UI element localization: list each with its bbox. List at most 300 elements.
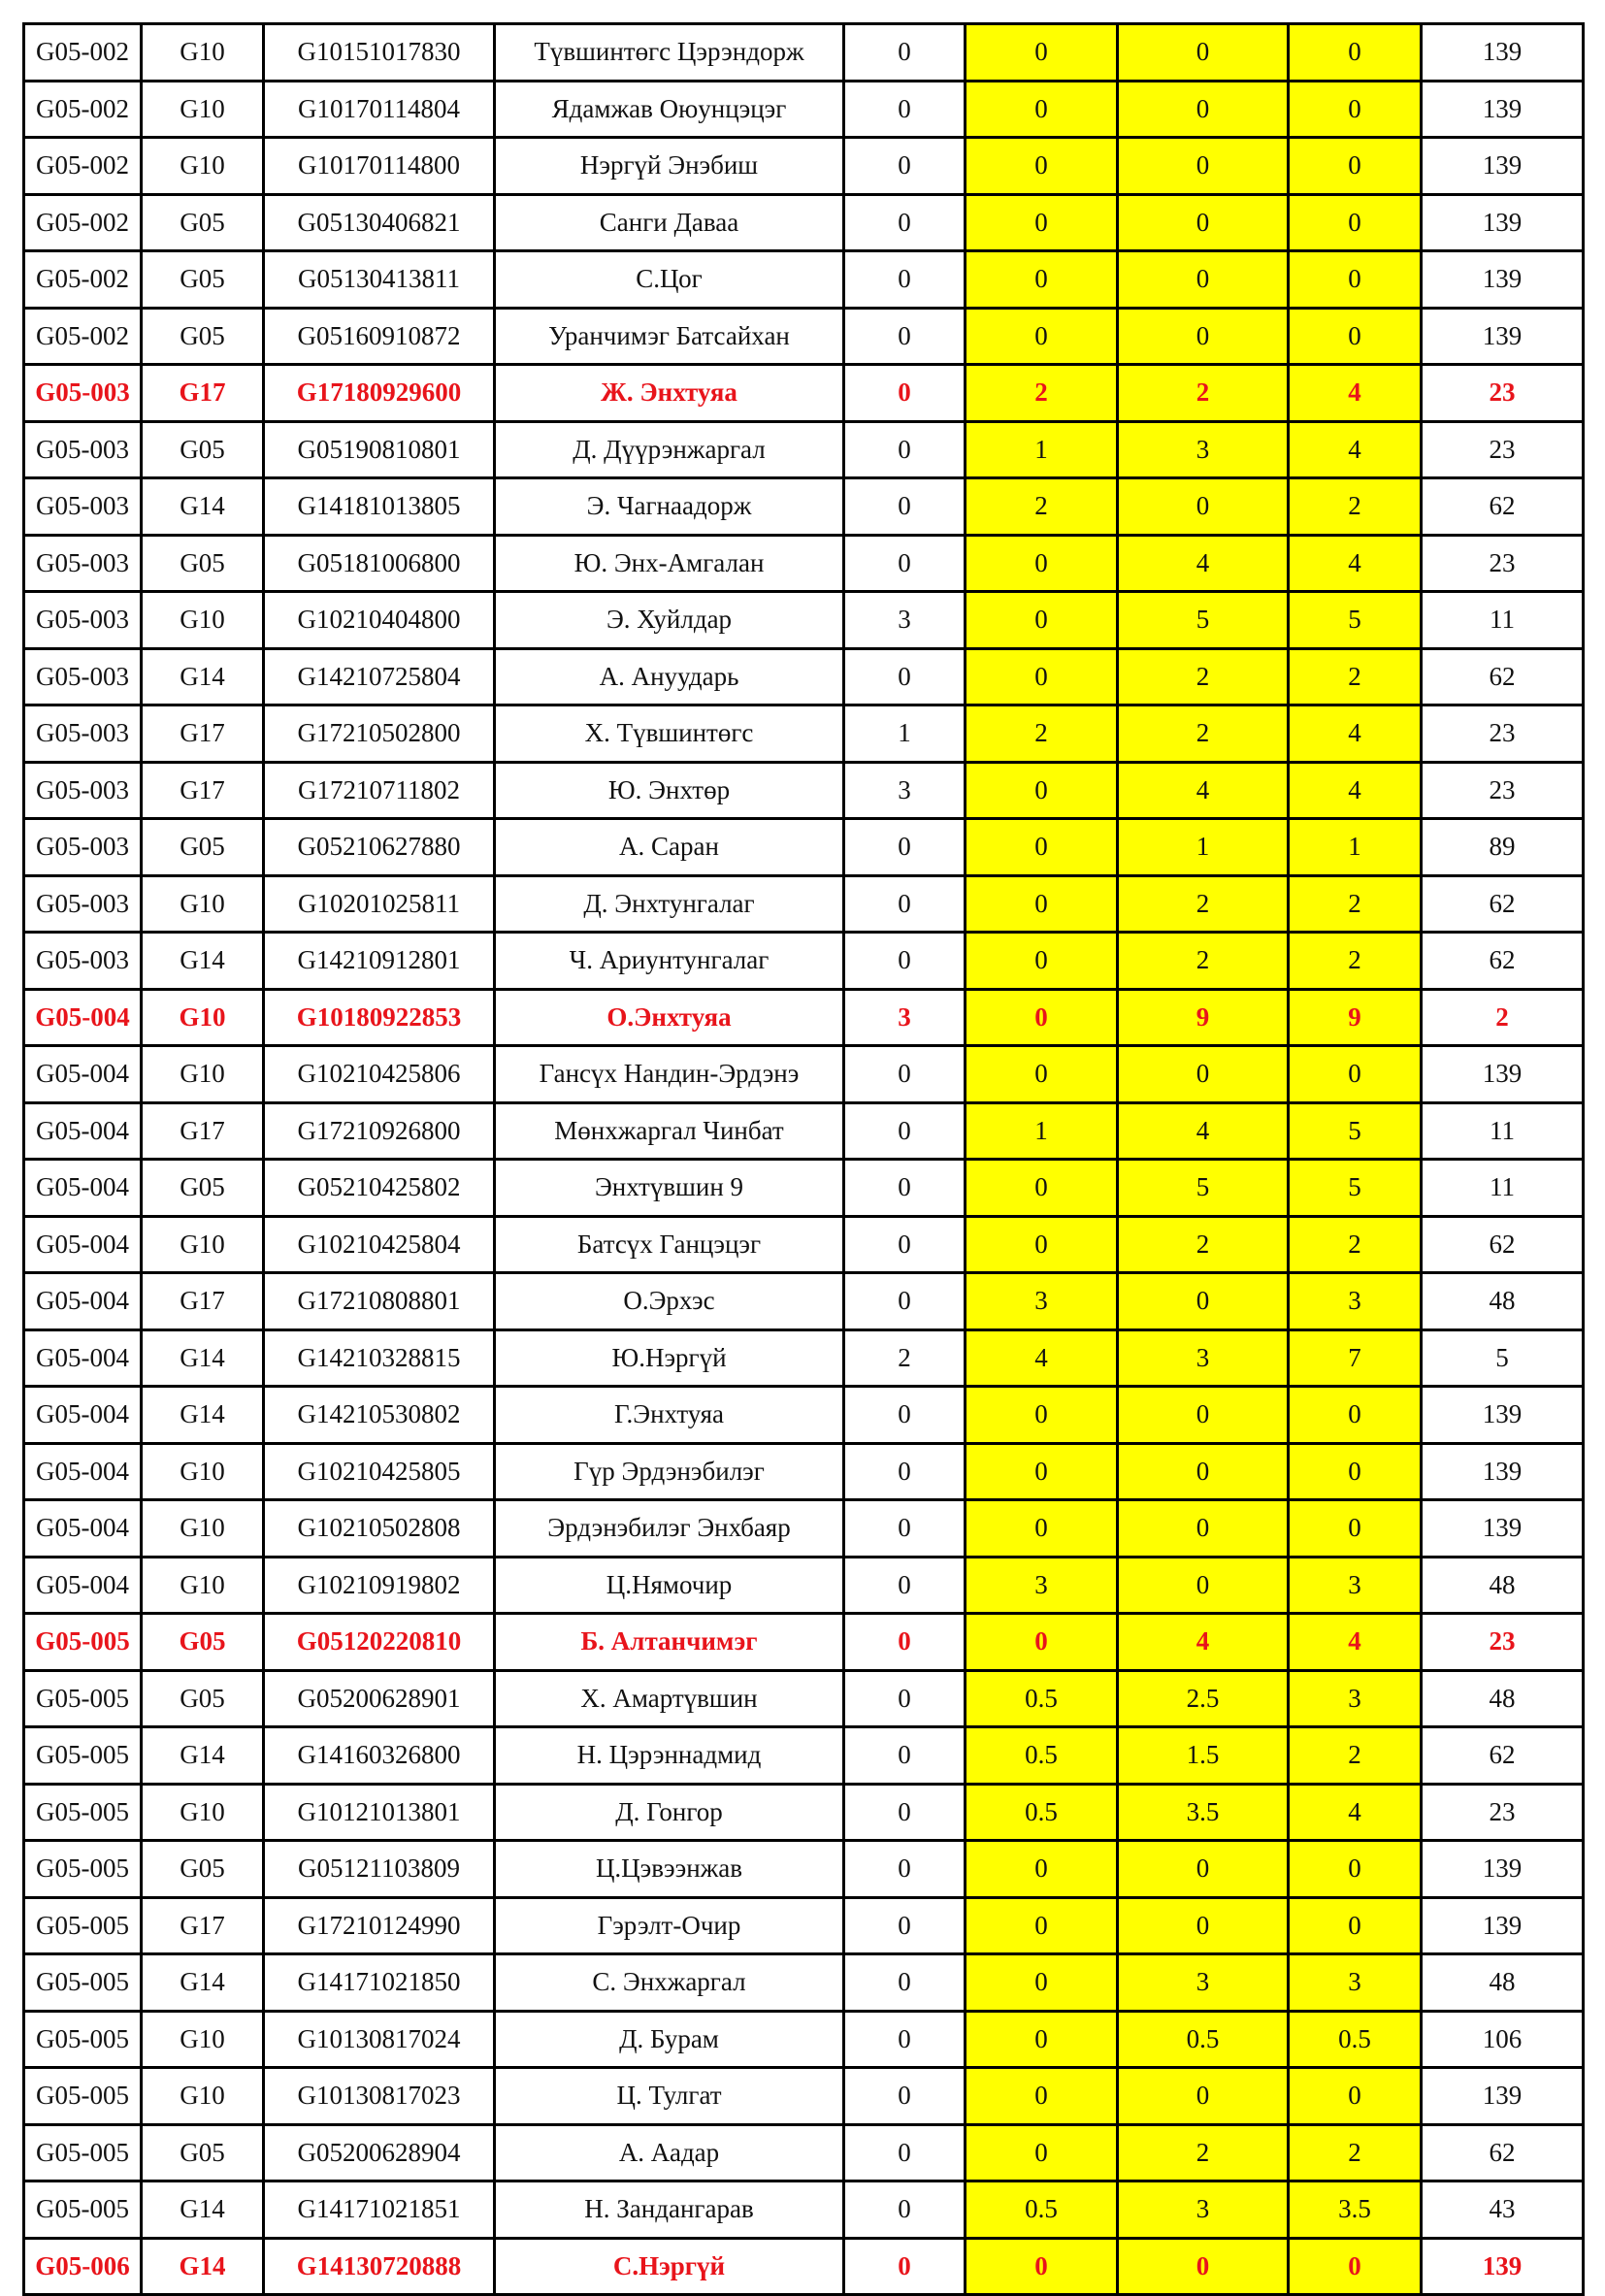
- score-b-cell: 0: [966, 24, 1118, 82]
- score-b-cell: 0: [966, 989, 1118, 1046]
- region-code-cell: G05: [142, 421, 264, 478]
- score-a-cell: 0: [844, 1046, 966, 1103]
- rank-cell: 48: [1422, 1273, 1584, 1330]
- member-name-cell: О.Энхтуяа: [495, 989, 844, 1046]
- rank-cell: 139: [1422, 1897, 1584, 1954]
- rank-cell: 48: [1422, 1954, 1584, 2012]
- score-total-cell: 4: [1289, 705, 1422, 763]
- member-id-cell: G05181006800: [264, 535, 495, 592]
- table-row: [24, 2181, 1584, 2239]
- score-b-cell: 0: [966, 2238, 1118, 2295]
- score-total-cell: 0: [1289, 1046, 1422, 1103]
- rank-cell: 23: [1422, 365, 1584, 422]
- member-id-cell: G05130413811: [264, 251, 495, 309]
- group-code-cell: G05-003: [24, 592, 142, 649]
- rank-cell: 11: [1422, 592, 1584, 649]
- member-name-cell: Э. Хуйлдар: [495, 592, 844, 649]
- group-code-cell: G05-004: [24, 1557, 142, 1614]
- score-c-cell: 3: [1118, 421, 1289, 478]
- table-row: [24, 705, 1584, 763]
- score-b-cell: 0: [966, 762, 1118, 819]
- member-name-cell: Д. Дүүрэнжаргал: [495, 421, 844, 478]
- member-name-cell: С.Цог: [495, 251, 844, 309]
- score-b-cell: 1: [966, 421, 1118, 478]
- table-row-leader: [24, 989, 1584, 1046]
- rank-cell: 139: [1422, 1387, 1584, 1444]
- group-code-cell: G05-003: [24, 933, 142, 990]
- score-b-cell: 0: [966, 592, 1118, 649]
- member-id-cell: G05210627880: [264, 819, 495, 876]
- table-row: [24, 2124, 1584, 2181]
- group-code-cell: G05-005: [24, 1727, 142, 1785]
- member-id-cell: G05200628904: [264, 2124, 495, 2181]
- group-code-cell: G05-004: [24, 1500, 142, 1558]
- region-code-cell: G14: [142, 2238, 264, 2295]
- score-b-cell: 3: [966, 1557, 1118, 1614]
- region-code-cell: G14: [142, 1329, 264, 1387]
- score-total-cell: 0: [1289, 2238, 1422, 2295]
- score-c-cell: 0: [1118, 1841, 1289, 1898]
- table-row: [24, 1046, 1584, 1103]
- group-code-cell: G05-002: [24, 194, 142, 251]
- member-id-cell: G10170114800: [264, 138, 495, 195]
- member-id-cell: G10210425805: [264, 1443, 495, 1500]
- member-name-cell: Мөнхжаргал Чинбат: [495, 1102, 844, 1160]
- member-id-cell: G05190810801: [264, 421, 495, 478]
- score-c-cell: 1.5: [1118, 1727, 1289, 1785]
- table-row: [24, 648, 1584, 705]
- score-b-cell: 2: [966, 365, 1118, 422]
- score-a-cell: 0: [844, 1273, 966, 1330]
- member-id-cell: G14210725804: [264, 648, 495, 705]
- group-code-cell: G05-002: [24, 251, 142, 309]
- region-code-cell: G05: [142, 1670, 264, 1727]
- score-b-cell: 0: [966, 194, 1118, 251]
- member-id-cell: G10210502808: [264, 1500, 495, 1558]
- score-b-cell: 0: [966, 1160, 1118, 1217]
- score-b-cell: 0: [966, 2124, 1118, 2181]
- region-code-cell: G05: [142, 1614, 264, 1671]
- member-name-cell: О.Эрхэс: [495, 1273, 844, 1330]
- rank-cell: 139: [1422, 138, 1584, 195]
- region-code-cell: G05: [142, 1160, 264, 1217]
- rank-cell: 43: [1422, 2181, 1584, 2239]
- score-a-cell: 0: [844, 535, 966, 592]
- member-id-cell: G17210808801: [264, 1273, 495, 1330]
- group-code-cell: G05-005: [24, 1670, 142, 1727]
- score-total-cell: 0: [1289, 1387, 1422, 1444]
- member-id-cell: G14171021851: [264, 2181, 495, 2239]
- member-id-cell: G10210404800: [264, 592, 495, 649]
- member-id-cell: G10130817024: [264, 2011, 495, 2068]
- score-a-cell: 3: [844, 592, 966, 649]
- score-a-cell: 0: [844, 2238, 966, 2295]
- score-total-cell: 1: [1289, 819, 1422, 876]
- score-b-cell: 0: [966, 308, 1118, 365]
- score-b-cell: 0: [966, 1897, 1118, 1954]
- score-c-cell: 0: [1118, 308, 1289, 365]
- member-name-cell: Д. Гонгор: [495, 1784, 844, 1841]
- group-code-cell: G05-003: [24, 875, 142, 933]
- score-a-cell: 0: [844, 365, 966, 422]
- member-id-cell: G17210711802: [264, 762, 495, 819]
- member-name-cell: Түвшинтөгс Цэрэндорж: [495, 24, 844, 82]
- member-name-cell: Б. Алтанчимэг: [495, 1614, 844, 1671]
- score-a-cell: 0: [844, 648, 966, 705]
- group-code-cell: G05-004: [24, 1387, 142, 1444]
- score-c-cell: 2: [1118, 648, 1289, 705]
- score-total-cell: 4: [1289, 1784, 1422, 1841]
- score-a-cell: 0: [844, 1557, 966, 1614]
- score-total-cell: 3: [1289, 1954, 1422, 2012]
- score-b-cell: 0: [966, 81, 1118, 138]
- member-name-cell: Гансүх Нандин-Эрдэнэ: [495, 1046, 844, 1103]
- region-code-cell: G14: [142, 1954, 264, 2012]
- score-a-cell: 0: [844, 2068, 966, 2125]
- score-total-cell: 2: [1289, 933, 1422, 990]
- score-c-cell: 0.5: [1118, 2011, 1289, 2068]
- region-code-cell: G05: [142, 194, 264, 251]
- score-b-cell: 0: [966, 1841, 1118, 1898]
- group-code-cell: G05-005: [24, 2124, 142, 2181]
- score-b-cell: 1: [966, 1102, 1118, 1160]
- score-a-cell: 0: [844, 478, 966, 536]
- region-code-cell: G14: [142, 2181, 264, 2239]
- region-code-cell: G14: [142, 933, 264, 990]
- group-code-cell: G05-003: [24, 819, 142, 876]
- region-code-cell: G14: [142, 1387, 264, 1444]
- score-b-cell: 0: [966, 2068, 1118, 2125]
- score-c-cell: 3: [1118, 1954, 1289, 2012]
- score-c-cell: 0: [1118, 2238, 1289, 2295]
- group-code-cell: G05-004: [24, 1216, 142, 1273]
- member-name-cell: Санги Даваа: [495, 194, 844, 251]
- score-c-cell: 0: [1118, 1557, 1289, 1614]
- member-id-cell: G10210425806: [264, 1046, 495, 1103]
- score-b-cell: 0: [966, 875, 1118, 933]
- group-code-cell: G05-006: [24, 2238, 142, 2295]
- region-code-cell: G10: [142, 989, 264, 1046]
- score-a-cell: 0: [844, 875, 966, 933]
- member-id-cell: G14210530802: [264, 1387, 495, 1444]
- table-row: [24, 194, 1584, 251]
- table-row: [24, 592, 1584, 649]
- member-id-cell: G10170114804: [264, 81, 495, 138]
- region-code-cell: G17: [142, 365, 264, 422]
- region-code-cell: G10: [142, 138, 264, 195]
- score-c-cell: 5: [1118, 592, 1289, 649]
- score-total-cell: 0: [1289, 194, 1422, 251]
- group-code-cell: G05-002: [24, 138, 142, 195]
- score-c-cell: 0: [1118, 194, 1289, 251]
- score-c-cell: 3: [1118, 1329, 1289, 1387]
- score-b-cell: 0: [966, 1954, 1118, 2012]
- rank-cell: 62: [1422, 648, 1584, 705]
- member-id-cell: G05120220810: [264, 1614, 495, 1671]
- rank-cell: 62: [1422, 933, 1584, 990]
- score-b-cell: 0.5: [966, 1727, 1118, 1785]
- region-code-cell: G17: [142, 1273, 264, 1330]
- member-id-cell: G05200628901: [264, 1670, 495, 1727]
- member-id-cell: G14130720888: [264, 2238, 495, 2295]
- region-code-cell: G10: [142, 81, 264, 138]
- group-code-cell: G05-004: [24, 1160, 142, 1217]
- rank-cell: 62: [1422, 1216, 1584, 1273]
- score-a-cell: 0: [844, 933, 966, 990]
- score-a-cell: 1: [844, 705, 966, 763]
- member-name-cell: Ю. Энхтөр: [495, 762, 844, 819]
- member-id-cell: G14171021850: [264, 1954, 495, 2012]
- score-b-cell: 0: [966, 2011, 1118, 2068]
- rank-cell: 139: [1422, 1500, 1584, 1558]
- member-id-cell: G17210124990: [264, 1897, 495, 1954]
- member-name-cell: С. Энхжаргал: [495, 1954, 844, 2012]
- rank-cell: 139: [1422, 194, 1584, 251]
- member-name-cell: Ж. Энхтуяа: [495, 365, 844, 422]
- score-total-cell: 0: [1289, 138, 1422, 195]
- score-c-cell: 9: [1118, 989, 1289, 1046]
- region-code-cell: G10: [142, 24, 264, 82]
- table-row: [24, 1387, 1584, 1444]
- score-c-cell: 4: [1118, 1614, 1289, 1671]
- table-row: [24, 1500, 1584, 1558]
- group-code-cell: G05-005: [24, 1784, 142, 1841]
- score-c-cell: 4: [1118, 1102, 1289, 1160]
- score-c-cell: 0: [1118, 1500, 1289, 1558]
- score-total-cell: 2: [1289, 648, 1422, 705]
- member-name-cell: Ю. Энх-Амгалан: [495, 535, 844, 592]
- member-id-cell: G10210425804: [264, 1216, 495, 1273]
- table-row: [24, 1727, 1584, 1785]
- member-id-cell: G10151017830: [264, 24, 495, 82]
- group-code-cell: G05-003: [24, 535, 142, 592]
- group-code-cell: G05-003: [24, 762, 142, 819]
- score-b-cell: 0: [966, 1500, 1118, 1558]
- score-total-cell: 7: [1289, 1329, 1422, 1387]
- member-name-cell: Х. Амартүвшин: [495, 1670, 844, 1727]
- table-row: [24, 1443, 1584, 1500]
- score-a-cell: 3: [844, 989, 966, 1046]
- member-id-cell: G17210926800: [264, 1102, 495, 1160]
- rank-cell: 139: [1422, 24, 1584, 82]
- rank-cell: 106: [1422, 2011, 1584, 2068]
- score-a-cell: 0: [844, 1897, 966, 1954]
- score-a-cell: 0: [844, 251, 966, 309]
- score-c-cell: 4: [1118, 535, 1289, 592]
- score-total-cell: 4: [1289, 365, 1422, 422]
- score-a-cell: 0: [844, 81, 966, 138]
- rank-cell: 62: [1422, 2124, 1584, 2181]
- score-a-cell: 0: [844, 1784, 966, 1841]
- group-code-cell: G05-003: [24, 705, 142, 763]
- rank-cell: 2: [1422, 989, 1584, 1046]
- table-row: [24, 1557, 1584, 1614]
- score-total-cell: 0: [1289, 1897, 1422, 1954]
- member-id-cell: G17180929600: [264, 365, 495, 422]
- member-name-cell: Ю.Нэргүй: [495, 1329, 844, 1387]
- score-a-cell: 0: [844, 1727, 966, 1785]
- group-code-cell: G05-004: [24, 1443, 142, 1500]
- score-b-cell: 0: [966, 1216, 1118, 1273]
- score-total-cell: 0: [1289, 1841, 1422, 1898]
- region-code-cell: G14: [142, 1727, 264, 1785]
- group-code-cell: G05-005: [24, 1954, 142, 2012]
- score-a-cell: 0: [844, 1102, 966, 1160]
- region-code-cell: G17: [142, 1897, 264, 1954]
- score-total-cell: 0: [1289, 251, 1422, 309]
- score-a-cell: 0: [844, 819, 966, 876]
- score-b-cell: 0: [966, 1614, 1118, 1671]
- score-b-cell: 0: [966, 535, 1118, 592]
- region-code-cell: G10: [142, 875, 264, 933]
- table-row: [24, 1784, 1584, 1841]
- region-code-cell: G05: [142, 308, 264, 365]
- region-code-cell: G17: [142, 1102, 264, 1160]
- score-c-cell: 3.5: [1118, 1784, 1289, 1841]
- score-c-cell: 2: [1118, 933, 1289, 990]
- score-a-cell: 0: [844, 1160, 966, 1217]
- group-code-cell: G05-005: [24, 2068, 142, 2125]
- group-code-cell: G05-003: [24, 421, 142, 478]
- member-id-cell: G10210919802: [264, 1557, 495, 1614]
- group-code-cell: G05-003: [24, 478, 142, 536]
- score-b-cell: 0: [966, 138, 1118, 195]
- group-code-cell: G05-004: [24, 1046, 142, 1103]
- score-total-cell: 5: [1289, 1160, 1422, 1217]
- score-b-cell: 0: [966, 251, 1118, 309]
- score-a-cell: 0: [844, 1954, 966, 2012]
- score-total-cell: 5: [1289, 592, 1422, 649]
- rank-cell: 23: [1422, 1784, 1584, 1841]
- rank-cell: 139: [1422, 1046, 1584, 1103]
- score-total-cell: 3: [1289, 1273, 1422, 1330]
- score-b-cell: 0: [966, 819, 1118, 876]
- table-row: [24, 2068, 1584, 2125]
- rank-cell: 139: [1422, 2238, 1584, 2295]
- table-row: [24, 421, 1584, 478]
- region-code-cell: G05: [142, 535, 264, 592]
- score-c-cell: 2: [1118, 1216, 1289, 1273]
- region-code-cell: G10: [142, 1443, 264, 1500]
- score-c-cell: 2.5: [1118, 1670, 1289, 1727]
- region-code-cell: G10: [142, 2011, 264, 2068]
- table-row: [24, 1273, 1584, 1330]
- group-code-cell: G05-005: [24, 1897, 142, 1954]
- rank-cell: 62: [1422, 1727, 1584, 1785]
- member-id-cell: G05160910872: [264, 308, 495, 365]
- table-row: [24, 81, 1584, 138]
- region-code-cell: G10: [142, 1557, 264, 1614]
- member-id-cell: G14210328815: [264, 1329, 495, 1387]
- score-c-cell: 0: [1118, 1897, 1289, 1954]
- score-c-cell: 4: [1118, 762, 1289, 819]
- group-code-cell: G05-004: [24, 1329, 142, 1387]
- rank-cell: 11: [1422, 1160, 1584, 1217]
- table-row: [24, 819, 1584, 876]
- rank-cell: 11: [1422, 1102, 1584, 1160]
- score-total-cell: 9: [1289, 989, 1422, 1046]
- score-c-cell: 0: [1118, 1046, 1289, 1103]
- member-name-cell: А. Ануударь: [495, 648, 844, 705]
- rank-cell: 23: [1422, 1614, 1584, 1671]
- score-c-cell: 0: [1118, 1273, 1289, 1330]
- score-a-cell: 3: [844, 762, 966, 819]
- member-id-cell: G05210425802: [264, 1160, 495, 1217]
- score-a-cell: 0: [844, 1443, 966, 1500]
- table-row: [24, 1954, 1584, 2012]
- member-name-cell: Д. Бурам: [495, 2011, 844, 2068]
- score-b-cell: 0.5: [966, 2181, 1118, 2239]
- table-row: [24, 933, 1584, 990]
- score-total-cell: 4: [1289, 1614, 1422, 1671]
- table-row: [24, 251, 1584, 309]
- region-code-cell: G10: [142, 1500, 264, 1558]
- member-id-cell: G14210912801: [264, 933, 495, 990]
- score-a-cell: 0: [844, 1500, 966, 1558]
- member-name-cell: С.Нэргүй: [495, 2238, 844, 2295]
- rank-cell: 139: [1422, 2068, 1584, 2125]
- rank-cell: 139: [1422, 251, 1584, 309]
- score-total-cell: 3: [1289, 1670, 1422, 1727]
- member-id-cell: G10130817023: [264, 2068, 495, 2125]
- table-row: [24, 1216, 1584, 1273]
- member-name-cell: Ядамжав Оюунцэцэг: [495, 81, 844, 138]
- region-code-cell: G10: [142, 592, 264, 649]
- score-total-cell: 0.5: [1289, 2011, 1422, 2068]
- score-c-cell: 0: [1118, 138, 1289, 195]
- score-total-cell: 5: [1289, 1102, 1422, 1160]
- region-code-cell: G05: [142, 251, 264, 309]
- member-name-cell: А. Аадар: [495, 2124, 844, 2181]
- table-row: [24, 478, 1584, 536]
- score-b-cell: 0: [966, 933, 1118, 990]
- table-row: [24, 875, 1584, 933]
- region-code-cell: G10: [142, 1216, 264, 1273]
- score-b-cell: 2: [966, 705, 1118, 763]
- score-a-cell: 0: [844, 194, 966, 251]
- score-total-cell: 4: [1289, 762, 1422, 819]
- member-name-cell: Ц. Тулгат: [495, 2068, 844, 2125]
- member-id-cell: G05121103809: [264, 1841, 495, 1898]
- score-a-cell: 0: [844, 1387, 966, 1444]
- table-row-leader: [24, 1614, 1584, 1671]
- table-row-leader: [24, 2238, 1584, 2295]
- score-total-cell: 3.5: [1289, 2181, 1422, 2239]
- score-c-cell: 0: [1118, 24, 1289, 82]
- score-c-cell: 2: [1118, 875, 1289, 933]
- group-code-cell: G05-003: [24, 648, 142, 705]
- table-row: [24, 308, 1584, 365]
- group-code-cell: G05-002: [24, 81, 142, 138]
- group-code-cell: G05-004: [24, 989, 142, 1046]
- score-c-cell: 1: [1118, 819, 1289, 876]
- table-row: [24, 2011, 1584, 2068]
- member-id-cell: G14181013805: [264, 478, 495, 536]
- member-id-cell: G10201025811: [264, 875, 495, 933]
- member-name-cell: Энхтүвшин 9: [495, 1160, 844, 1217]
- score-c-cell: 2: [1118, 705, 1289, 763]
- rank-cell: 23: [1422, 421, 1584, 478]
- score-total-cell: 0: [1289, 1500, 1422, 1558]
- score-total-cell: 2: [1289, 1216, 1422, 1273]
- score-b-cell: 3: [966, 1273, 1118, 1330]
- member-name-cell: Эрдэнэбилэг Энхбаяр: [495, 1500, 844, 1558]
- score-c-cell: 5: [1118, 1160, 1289, 1217]
- group-code-cell: G05-004: [24, 1102, 142, 1160]
- member-id-cell: G10121013801: [264, 1784, 495, 1841]
- score-a-cell: 0: [844, 2181, 966, 2239]
- rank-cell: 62: [1422, 875, 1584, 933]
